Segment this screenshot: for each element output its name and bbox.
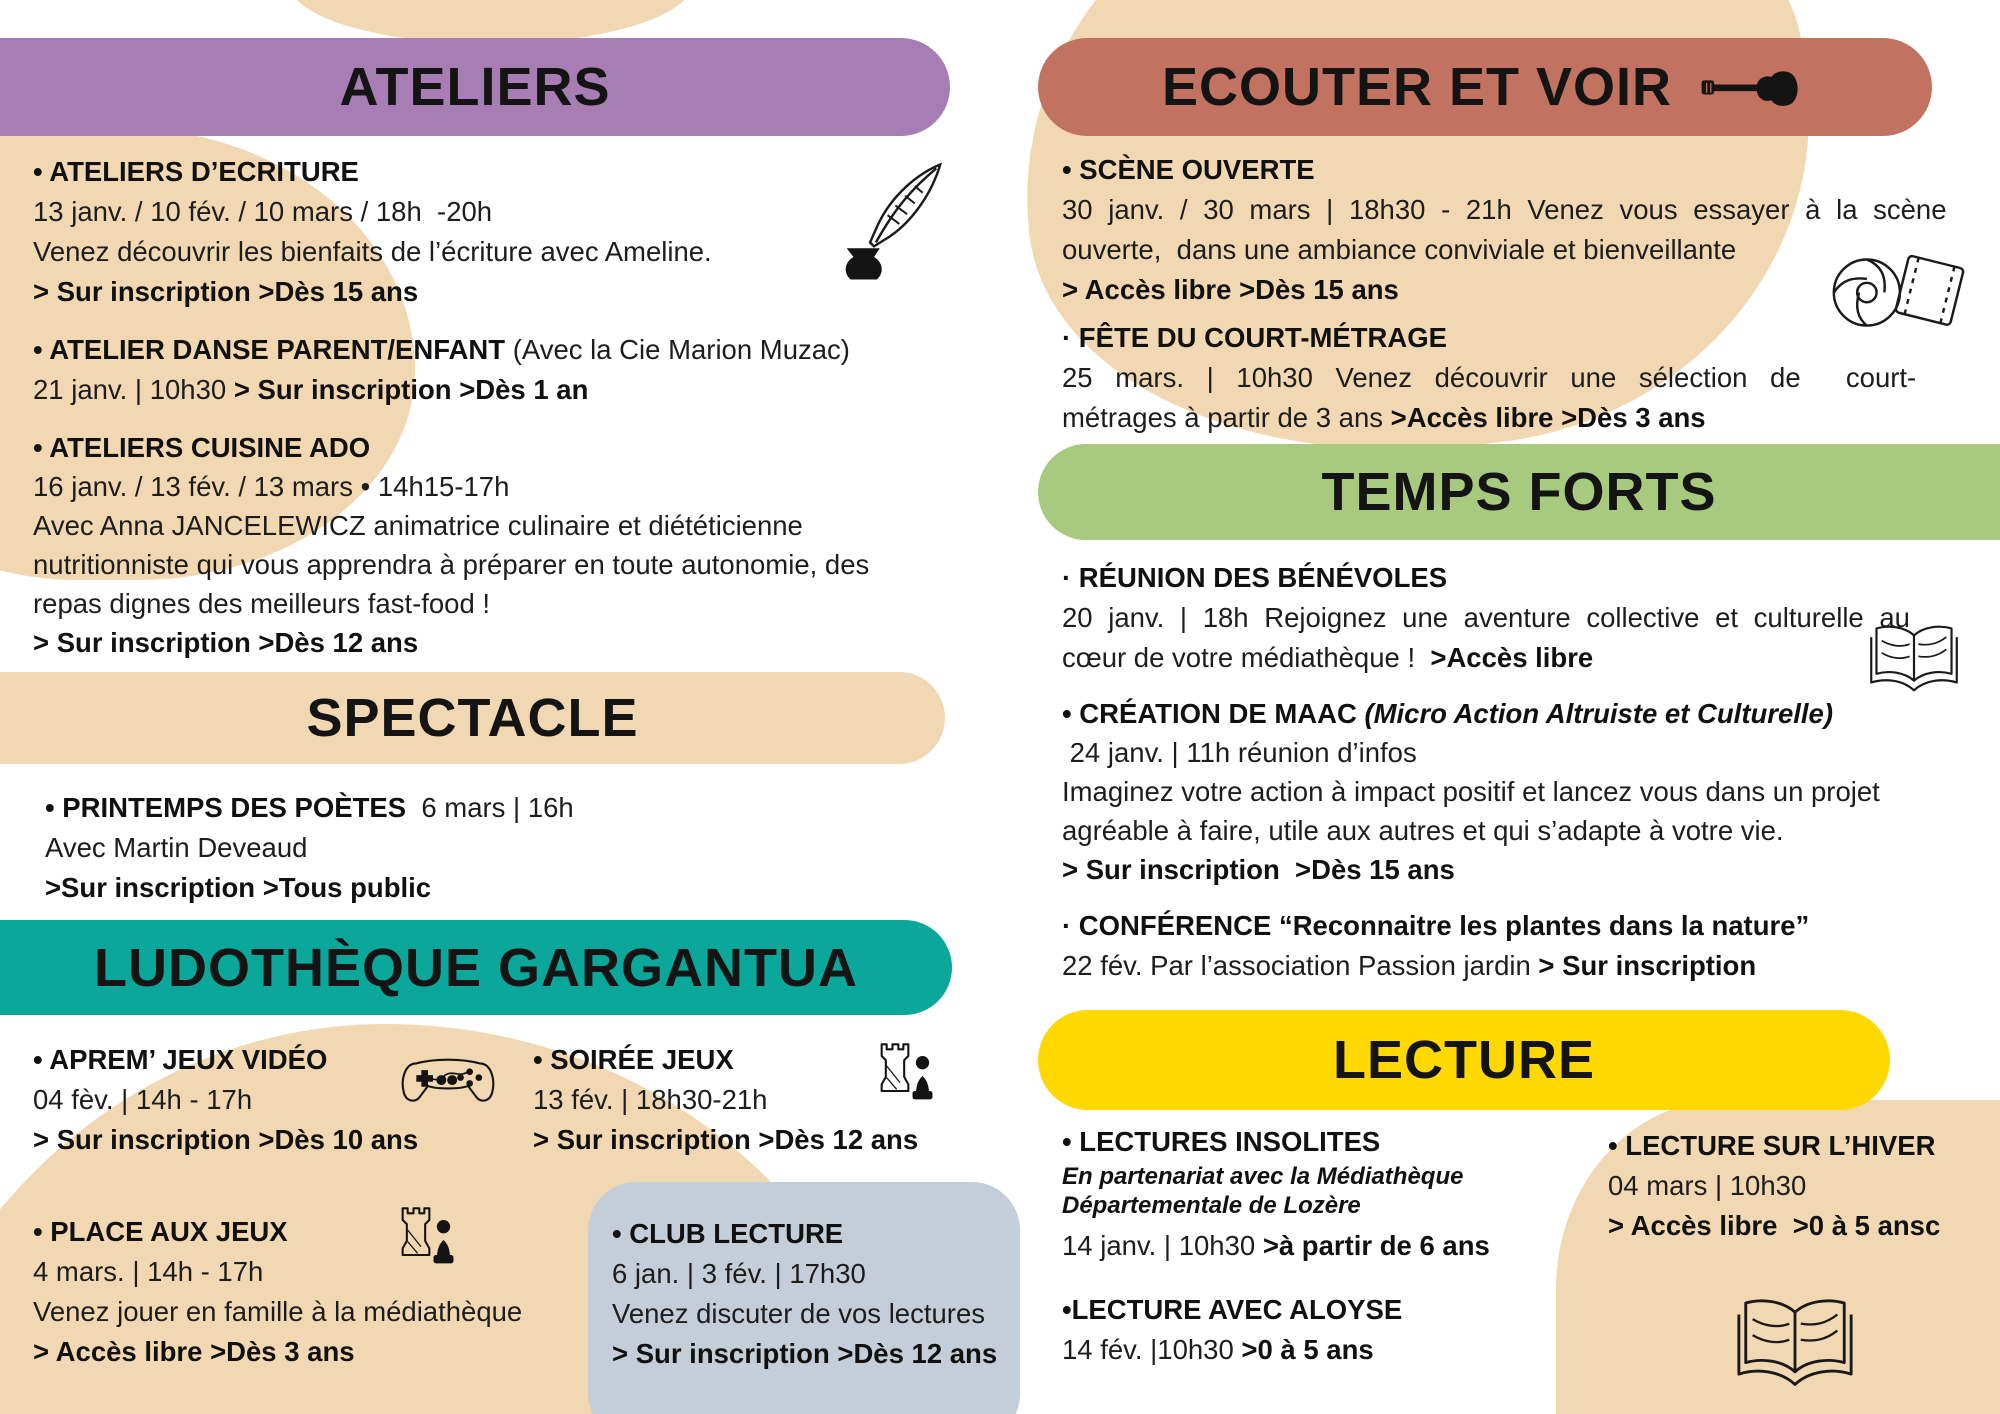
event-date: 22 fév. Par l’association Passion jardin <box>1062 950 1539 981</box>
event-fete-court-metrage <box>1062 318 1967 438</box>
event-access: > Sur inscription >Dès 12 ans <box>33 627 419 658</box>
event-date: 6 jan. | 3 fév. | 17h30 <box>612 1258 866 1289</box>
open-book-icon <box>1866 612 1962 703</box>
event-description: Imaginez votre action à impact positif et lancez vous dans un projet <box>1062 776 1880 807</box>
event-title: • APREM’ JEUX VIDÉO <box>33 1044 328 1075</box>
event-lecture-aloyse <box>1062 1290 1402 1370</box>
event-access: > Sur inscription >Dès 1 an <box>233 374 589 405</box>
event-date: 14 janv. | 10h30 <box>1062 1230 1263 1261</box>
event-ateliers-ecriture <box>33 152 712 312</box>
event-access: >à partir de 6 ans <box>1262 1230 1490 1261</box>
event-subtitle: Départementale de Lozère <box>1062 1192 1361 1219</box>
event-title-bold: • ATELIER DANSE PARENT/ENFANT <box>33 334 506 365</box>
event-date-access <box>1062 1226 1490 1266</box>
section-title: LUDOTHÈQUE GARGANTUA <box>94 937 858 998</box>
event-access: > Sur inscription >Dès 12 ans <box>612 1338 998 1369</box>
section-header-spectacle <box>0 672 945 764</box>
event-access: > Sur inscription >Dès 15 ans <box>33 276 419 307</box>
event-date-access <box>1062 946 1967 986</box>
event-description: métrages à partir de 3 ans <box>1062 402 1391 433</box>
event-title <box>1062 694 1967 733</box>
event-access: > Sur inscription >Dès 15 ans <box>1062 854 1455 885</box>
event-title-note: (Avec la Cie Marion Muzac) <box>505 334 850 365</box>
event-title: • SOIRÉE JEUX <box>533 1044 734 1075</box>
event-description: 20 janv. | 18h Rejoignez une aventure collective et culturelle au <box>1062 602 1910 633</box>
event-date-access <box>1062 1330 1402 1370</box>
event-title: • LECTURE SUR L’HIVER <box>1608 1130 1936 1161</box>
event-dates: 13 janv. / 10 fév. / 10 mars / 18h -20h <box>33 196 493 227</box>
event-title: · RÉUNION DES BÉNÉVOLES <box>1062 562 1448 593</box>
event-access: > Accès libre >0 à 5 ansc <box>1608 1210 1941 1241</box>
section-header-lecture <box>1038 1010 1890 1110</box>
event-access: > Sur inscription >Dès 12 ans <box>533 1124 919 1155</box>
event-reunion-benevoles <box>1062 558 1967 678</box>
section-title: TEMPS FORTS <box>1321 462 1717 522</box>
section-title: SPECTACLE <box>306 688 639 748</box>
event-description: 30 janv. / 30 mars | 18h30 - 21h Venez vous essayer à la scène <box>1062 194 1947 225</box>
event-description: cœur de votre médiathèque ! <box>1062 642 1431 673</box>
event-date: 4 mars. | 14h - 17h <box>33 1256 264 1287</box>
quill-and-inkwell-icon <box>835 158 947 291</box>
event-title-italic: (Micro Action Altruiste et Culturelle) <box>1364 698 1834 729</box>
event-printemps-des-poetes <box>45 788 574 908</box>
chess-pieces-icon <box>875 1036 935 1111</box>
section-title: ECOUTER ET VOIR <box>1161 57 1673 117</box>
event-access: >Sur inscription >Tous public <box>45 872 432 903</box>
event-date: 6 mars | 16h <box>406 792 574 823</box>
event-title: • CLUB LECTURE <box>612 1218 844 1249</box>
event-description-access <box>1062 638 1967 678</box>
event-description: ouverte, dans une ambiance conviviale et bienveillante <box>1062 234 1737 265</box>
chess-pieces-icon <box>396 1200 456 1275</box>
event-title: • ATELIERS CUISINE ADO <box>33 432 371 463</box>
section-title: ATELIERS <box>339 57 611 117</box>
event-description-access <box>1062 398 1967 438</box>
section-header-ludotheque <box>0 920 952 1015</box>
event-date: 21 janv. | 10h30 <box>33 374 234 405</box>
event-description: Venez jouer en famille à la médiathèque <box>33 1296 523 1327</box>
event-title: · FÊTE DU COURT-MÉTRAGE <box>1062 322 1447 353</box>
event-atelier-danse <box>33 330 850 410</box>
event-date: 14 fév. |10h30 <box>1062 1334 1242 1365</box>
event-description: repas dignes des meilleurs fast-food ! <box>33 588 491 619</box>
event-title-bold: • CRÉATION DE MAAC <box>1062 698 1365 729</box>
event-access: > Sur inscription <box>1538 950 1757 981</box>
event-description: 25 mars. | 10h30 Venez découvrir une sélection de court- <box>1062 362 1917 393</box>
event-title: • SCÈNE OUVERTE <box>1062 154 1315 185</box>
event-date: 13 fév. | 18h30-21h <box>533 1084 768 1115</box>
event-description: nutritionniste qui vous apprendra à préparer en toute autonomie, des <box>33 549 870 580</box>
gamepad-icon <box>398 1046 498 1125</box>
event-access: > Accès libre >Dès 15 ans <box>1062 274 1399 305</box>
event-title: • ATELIERS D’ECRITURE <box>33 156 359 187</box>
event-title <box>33 330 850 370</box>
event-date-access <box>33 370 850 410</box>
club-lecture-card <box>588 1182 1020 1414</box>
event-description: Avec Martin Deveaud <box>45 832 308 863</box>
event-subtitle: En partenariat avec la Médiathèque <box>1062 1163 1464 1190</box>
event-title: · CONFÉRENCE “Reconnaitre les plantes dans la nature” <box>1062 910 1810 941</box>
event-date: 04 fèv. | 14h - 17h <box>33 1084 253 1115</box>
event-aprem-jeux-video <box>33 1040 418 1160</box>
event-description: Avec Anna JANCELEWICZ animatrice culinaire et diététicienne <box>33 510 803 541</box>
event-dates: 16 janv. / 13 fév. / 13 mars • 14h15-17h <box>33 471 510 502</box>
event-lectures-insolites <box>1062 1122 1490 1266</box>
event-ateliers-cuisine <box>33 428 869 662</box>
event-title: • PLACE AUX JEUX <box>33 1216 288 1247</box>
event-access: >0 à 5 ans <box>1241 1334 1374 1365</box>
event-access: > Sur inscription >Dès 10 ans <box>33 1124 419 1155</box>
event-access: >Accès libre >Dès 3 ans <box>1390 402 1706 433</box>
event-title <box>45 788 574 828</box>
event-title-bold: • PRINTEMPS DES POÈTES <box>45 792 407 823</box>
event-date: 04 mars | 10h30 <box>1608 1170 1807 1201</box>
event-club-lecture <box>612 1214 997 1374</box>
event-lecture-hiver <box>1608 1126 1940 1246</box>
event-creation-maac <box>1062 694 1967 889</box>
event-description: Venez discuter de vos lectures <box>612 1298 985 1329</box>
event-access: >Accès libre <box>1430 642 1594 673</box>
event-description: Venez découvrir les bienfaits de l’écriture avec Ameline. <box>33 236 712 267</box>
event-date: 24 janv. | 11h réunion d’infos <box>1062 737 1417 768</box>
event-soiree-jeux <box>533 1040 918 1160</box>
event-title: • LECTURES INSOLITES <box>1062 1126 1381 1157</box>
section-header-ateliers <box>0 38 950 136</box>
section-header-ecouter-et-voir <box>1038 38 1932 136</box>
guitar-icon <box>1700 56 1808 118</box>
section-header-temps-forts <box>1038 444 2000 540</box>
event-access: > Accès libre >Dès 3 ans <box>33 1336 355 1367</box>
event-description: agréable à faire, utile aux autres et qui s’adapte à votre vie. <box>1062 815 1784 846</box>
open-book-icon <box>1732 1282 1858 1399</box>
event-conference-plantes <box>1062 906 1967 986</box>
section-title: LECTURE <box>1333 1030 1595 1090</box>
event-title: •LECTURE AVEC ALOYSE <box>1062 1294 1403 1325</box>
